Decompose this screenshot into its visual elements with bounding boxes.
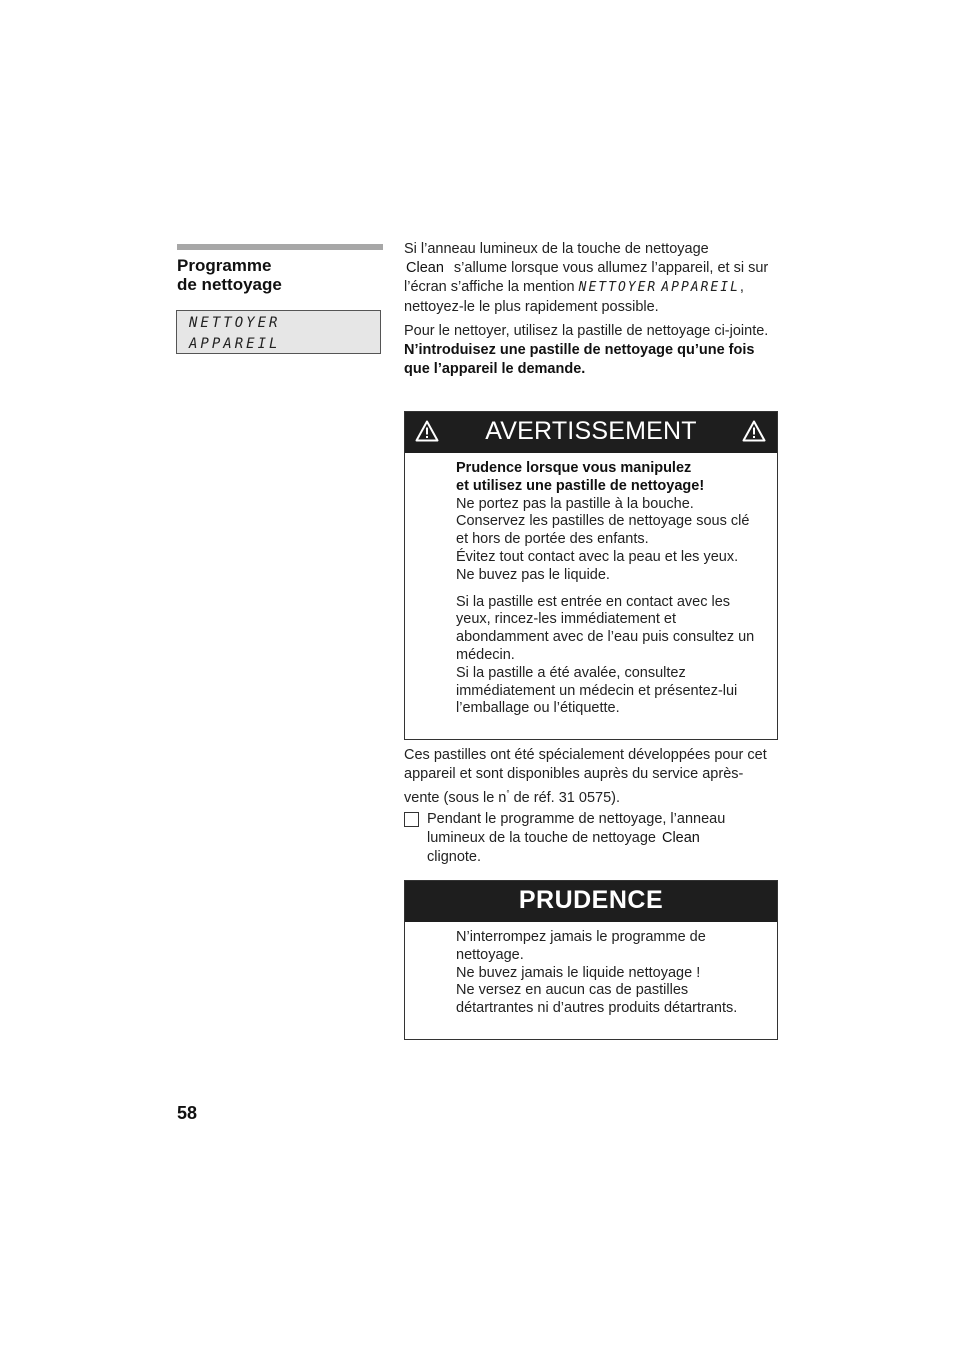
caution-text-2: Ne buvez jamais le liquide nettoyage !	[456, 964, 701, 981]
section-title	[177, 256, 282, 294]
intro-p1-a: Si l’anneau lumineux de la touche de nettoyage	[404, 241, 709, 257]
degree-sign: °	[506, 789, 510, 799]
caution-box	[404, 880, 778, 1040]
warning-triangle-icon	[742, 420, 766, 442]
warning-text-2: Conservez les pastilles de nettoyage sous clé et hors de portée des enfants.	[456, 513, 750, 548]
intro-paragraph-1	[404, 240, 778, 317]
intro-p1-c: , nettoyez-le le plus rapidement possible.	[404, 279, 744, 315]
display-line2: APPAREIL	[189, 336, 281, 352]
section-rule	[177, 244, 383, 250]
warning-header	[405, 412, 777, 453]
intro-paragraph-3: N’introduisez une pastille de nettoyage qu’une fois que l’appareil le demande.	[404, 342, 755, 378]
warning-heading-2: et utilisez une pastille de nettoyage!	[456, 477, 705, 494]
clean-key-label: Clean	[661, 830, 700, 847]
warning-text-4: Si la pastille est entrée en contact avec les yeux, rincez-les immédiatement et abondamment avec de l’eau puis consultez un médecin.	[456, 593, 755, 663]
caution-title: PRUDENCE	[518, 886, 664, 914]
intro-text	[404, 240, 778, 379]
warning-text-3: Évitez tout contact avec la peau et les yeux. Ne buvez pas le liquide.	[456, 548, 739, 583]
display-illustration	[176, 310, 381, 354]
display-text	[189, 313, 380, 355]
intro-paragraph-2: Pour le nettoyer, utilisez la pastille de nettoyage ci-jointe.	[404, 322, 769, 339]
section-title-line1: Programme	[177, 256, 272, 275]
warning-box	[404, 411, 778, 740]
lcd-word-1: NETTOYER	[578, 280, 658, 296]
display-line1: NETTOYER	[189, 315, 281, 331]
step-text	[427, 810, 767, 868]
clean-key-label: Clean	[406, 260, 444, 277]
warning-title: AVERTISSEMENT	[485, 417, 697, 445]
step-checkbox-icon	[404, 812, 419, 827]
step-text-b: clignote.	[427, 849, 482, 866]
warning-heading-1: Prudence lorsque vous manipulez	[456, 460, 692, 476]
lcd-word-2: APPAREIL	[661, 280, 740, 296]
warning-text-5: Si la pastille a été avalée, consultez immédiatement un médecin et présentez-lui l’emballage ou l’étiquette.	[456, 664, 738, 717]
page-number: 58	[177, 1103, 198, 1123]
warning-text-1: Ne portez pas la pastille à la bouche.	[456, 495, 694, 512]
caution-body	[405, 922, 777, 1020]
availability-b: de réf. 31 0575).	[509, 790, 621, 807]
availability-a: Ces pastilles ont été spécialement développées pour cet appareil et sont disponibles auprès du service après-vente (sous le n	[404, 747, 767, 807]
step-text-a: Pendant le programme de nettoyage, l’anneau lumineux de la touche de nettoyage	[427, 811, 726, 847]
availability-text	[404, 746, 778, 808]
caution-text-3: Ne versez en aucun cas de pastilles détartrantes ni d’autres produits détartrants.	[456, 982, 738, 1017]
caution-header	[405, 881, 777, 922]
caution-text-1: N’interrompez jamais le programme de nettoyage.	[456, 929, 706, 963]
intro-p1-b: s’allume lorsque vous allumez l’appareil, et si sur l’écran s’affiche la mention	[404, 260, 769, 296]
warning-body	[405, 453, 777, 720]
section-title-line2: de nettoyage	[177, 275, 282, 294]
